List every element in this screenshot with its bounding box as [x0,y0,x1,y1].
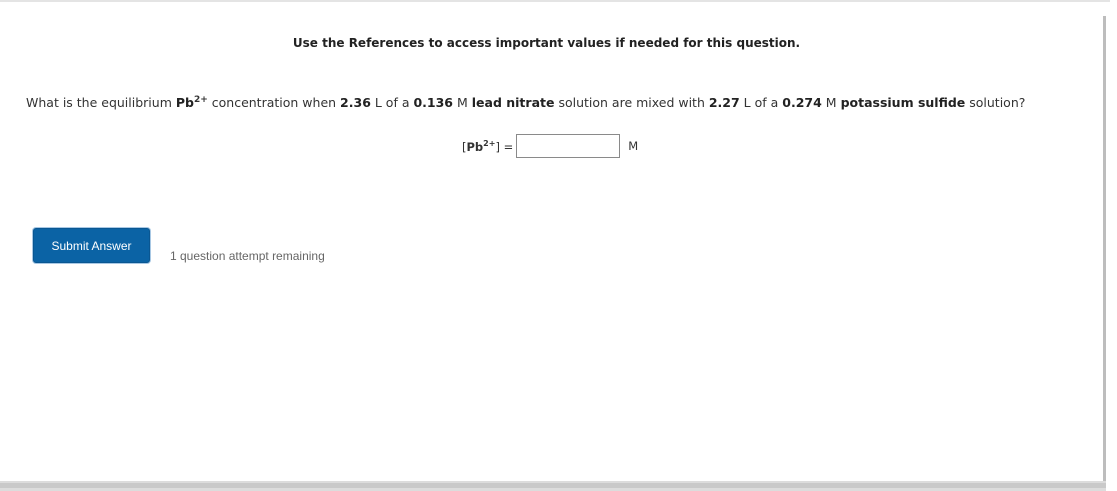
answer-label [462,139,513,154]
concentration-answer-input[interactable] [516,134,620,158]
answer-ion-symbol: Pb [466,139,484,154]
concentration-1: 0.136 [413,95,454,110]
vertical-scrollbar[interactable] [1103,16,1117,491]
answer-row [462,134,638,158]
reagent-1: lead nitrate [471,95,555,110]
ion-symbol: Pb [175,95,194,110]
horizontal-scrollbar-thumb[interactable] [0,483,1106,488]
top-divider [0,0,1110,2]
question-part: M [453,95,472,110]
volume-2: 2.27 [708,95,740,110]
question-text [26,95,1096,110]
attempts-remaining: 1 question attempt remaining [170,249,325,263]
question-part: solution are mixed with [554,95,709,110]
volume-1: 2.36 [340,95,371,110]
question-part: solution? [965,95,1026,110]
concentration-2: 0.274 [782,95,822,110]
answer-ion-charge: 2+ [483,138,496,148]
bracket-open: [ [462,139,467,154]
reagent-2: potassium sulfide [840,95,966,110]
submit-answer-button[interactable]: Submit Answer [33,228,150,263]
references-note: Use the References to access important values if needed for this question. [292,36,801,50]
unit-label: M [628,139,639,153]
question-part: What is the equilibrium [26,95,176,110]
horizontal-scrollbar[interactable] [0,481,1106,491]
question-part: concentration when [207,95,341,110]
question-part: M [821,95,841,110]
question-part: L of a [370,95,414,110]
ion-charge: 2+ [193,95,208,105]
question-part: L of a [739,95,783,110]
bracket-close-equals: ] = [495,139,514,154]
